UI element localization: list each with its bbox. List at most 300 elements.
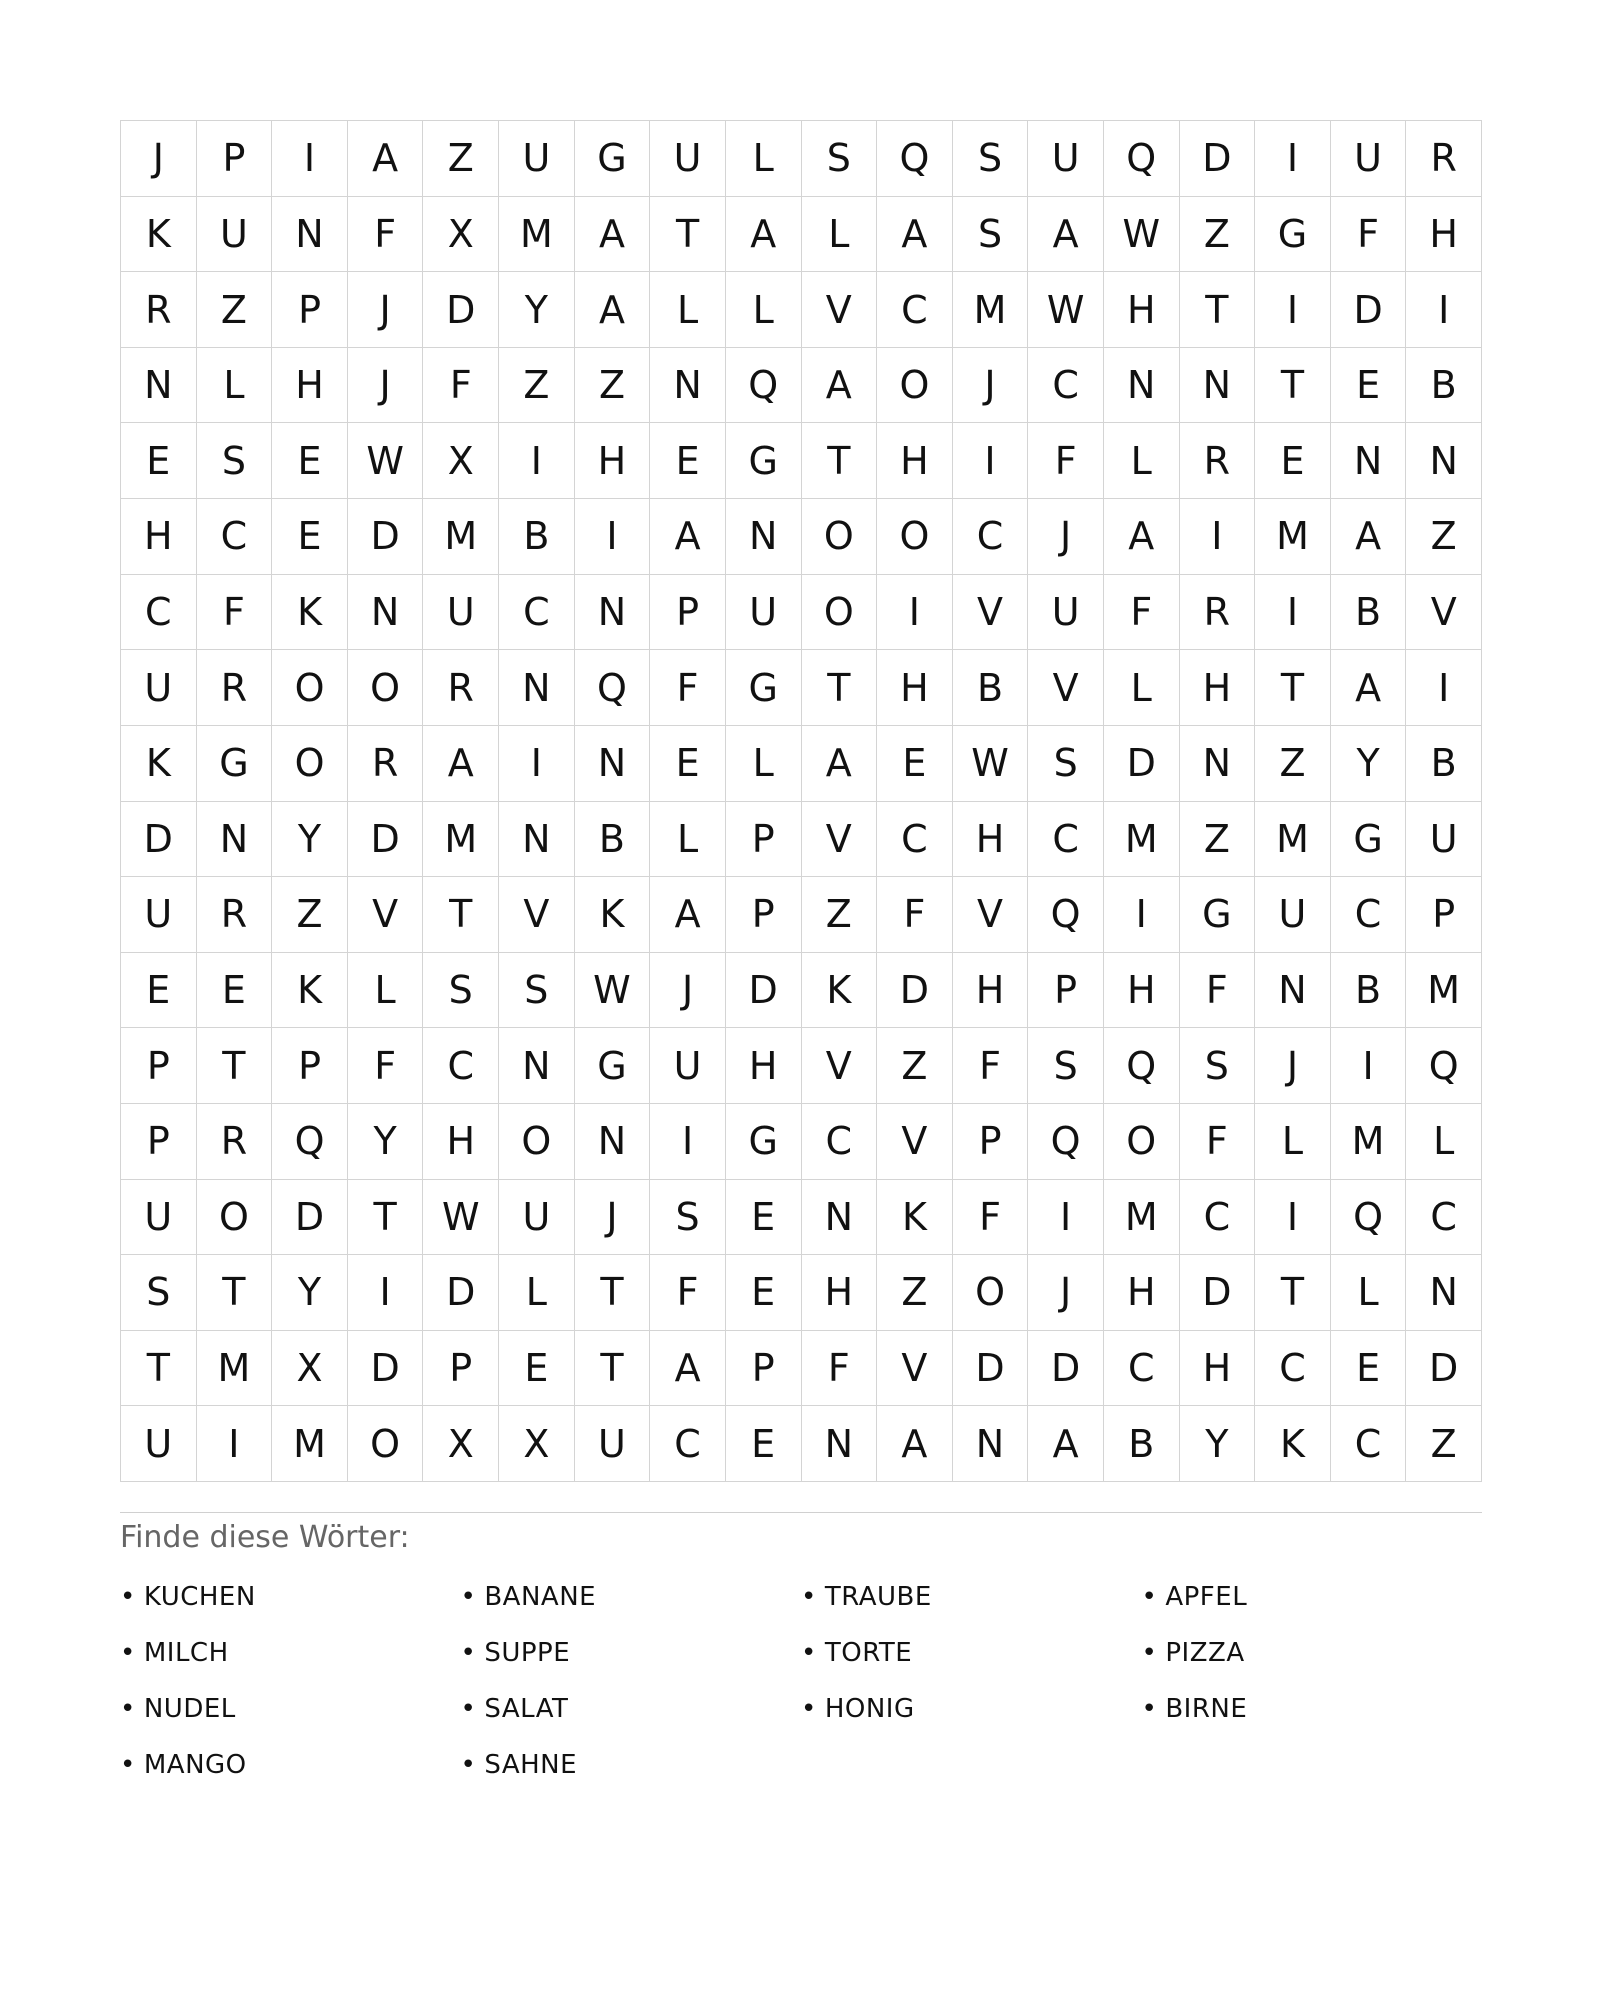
- grid-cell[interactable]: M: [1255, 802, 1331, 878]
- grid-cell[interactable]: U: [575, 1406, 651, 1482]
- grid-cell[interactable]: M: [423, 802, 499, 878]
- grid-cell[interactable]: S: [802, 121, 878, 197]
- grid-cell[interactable]: O: [877, 348, 953, 424]
- grid-cell[interactable]: I: [1406, 650, 1482, 726]
- grid-cell[interactable]: M: [499, 197, 575, 273]
- grid-cell[interactable]: A: [1331, 650, 1407, 726]
- grid-cell[interactable]: U: [121, 650, 197, 726]
- grid-cell[interactable]: Q: [1028, 877, 1104, 953]
- grid-cell[interactable]: R: [1406, 121, 1482, 197]
- grid-cell[interactable]: F: [1104, 575, 1180, 651]
- grid-cell[interactable]: N: [1180, 726, 1256, 802]
- grid-cell[interactable]: R: [121, 272, 197, 348]
- grid-cell[interactable]: I: [1028, 1180, 1104, 1256]
- grid-cell[interactable]: N: [650, 348, 726, 424]
- grid-cell[interactable]: L: [348, 953, 424, 1029]
- grid-cell[interactable]: A: [1331, 499, 1407, 575]
- grid-cell[interactable]: N: [499, 1028, 575, 1104]
- grid-cell[interactable]: I: [1331, 1028, 1407, 1104]
- grid-cell[interactable]: S: [197, 423, 273, 499]
- grid-cell[interactable]: L: [1104, 423, 1180, 499]
- grid-cell[interactable]: V: [1028, 650, 1104, 726]
- grid-cell[interactable]: M: [1331, 1104, 1407, 1180]
- grid-cell[interactable]: F: [650, 650, 726, 726]
- grid-cell[interactable]: Z: [423, 121, 499, 197]
- grid-cell[interactable]: V: [953, 877, 1029, 953]
- grid-cell[interactable]: F: [197, 575, 273, 651]
- grid-cell[interactable]: V: [802, 802, 878, 878]
- grid-cell[interactable]: I: [650, 1104, 726, 1180]
- grid-cell[interactable]: E: [197, 953, 273, 1029]
- grid-cell[interactable]: Q: [1406, 1028, 1482, 1104]
- grid-cell[interactable]: D: [348, 1331, 424, 1407]
- grid-cell[interactable]: N: [575, 575, 651, 651]
- grid-cell[interactable]: Q: [272, 1104, 348, 1180]
- grid-cell[interactable]: G: [1331, 802, 1407, 878]
- grid-cell[interactable]: C: [1028, 802, 1104, 878]
- grid-cell[interactable]: A: [650, 499, 726, 575]
- grid-cell[interactable]: Z: [877, 1255, 953, 1331]
- grid-cell[interactable]: L: [1255, 1104, 1331, 1180]
- grid-cell[interactable]: U: [650, 1028, 726, 1104]
- grid-cell[interactable]: V: [499, 877, 575, 953]
- grid-cell[interactable]: L: [726, 121, 802, 197]
- grid-cell[interactable]: V: [1406, 575, 1482, 651]
- grid-cell[interactable]: B: [499, 499, 575, 575]
- grid-cell[interactable]: C: [802, 1104, 878, 1180]
- grid-cell[interactable]: F: [953, 1028, 1029, 1104]
- grid-cell[interactable]: L: [1104, 650, 1180, 726]
- grid-cell[interactable]: O: [1104, 1104, 1180, 1180]
- grid-cell[interactable]: F: [423, 348, 499, 424]
- grid-cell[interactable]: C: [877, 272, 953, 348]
- grid-cell[interactable]: L: [1406, 1104, 1482, 1180]
- grid-cell[interactable]: H: [1104, 272, 1180, 348]
- grid-cell[interactable]: D: [272, 1180, 348, 1256]
- grid-cell[interactable]: K: [121, 726, 197, 802]
- grid-cell[interactable]: T: [1255, 348, 1331, 424]
- grid-cell[interactable]: T: [197, 1255, 273, 1331]
- grid-cell[interactable]: I: [197, 1406, 273, 1482]
- grid-cell[interactable]: N: [348, 575, 424, 651]
- grid-cell[interactable]: N: [197, 802, 273, 878]
- grid-cell[interactable]: U: [121, 1406, 197, 1482]
- grid-cell[interactable]: Q: [1104, 1028, 1180, 1104]
- grid-cell[interactable]: Y: [499, 272, 575, 348]
- grid-cell[interactable]: W: [1028, 272, 1104, 348]
- grid-cell[interactable]: J: [575, 1180, 651, 1256]
- grid-cell[interactable]: L: [726, 726, 802, 802]
- grid-cell[interactable]: Y: [348, 1104, 424, 1180]
- grid-cell[interactable]: C: [877, 802, 953, 878]
- grid-cell[interactable]: D: [1180, 1255, 1256, 1331]
- grid-cell[interactable]: F: [348, 1028, 424, 1104]
- grid-cell[interactable]: D: [1180, 121, 1256, 197]
- grid-cell[interactable]: L: [802, 197, 878, 273]
- grid-cell[interactable]: K: [802, 953, 878, 1029]
- grid-cell[interactable]: O: [802, 575, 878, 651]
- grid-cell[interactable]: M: [953, 272, 1029, 348]
- grid-cell[interactable]: D: [877, 953, 953, 1029]
- grid-cell[interactable]: A: [1028, 1406, 1104, 1482]
- grid-cell[interactable]: H: [953, 953, 1029, 1029]
- grid-cell[interactable]: H: [121, 499, 197, 575]
- grid-cell[interactable]: Q: [877, 121, 953, 197]
- grid-cell[interactable]: F: [802, 1331, 878, 1407]
- grid-cell[interactable]: C: [1406, 1180, 1482, 1256]
- grid-cell[interactable]: I: [1255, 575, 1331, 651]
- grid-cell[interactable]: M: [1104, 802, 1180, 878]
- grid-cell[interactable]: Z: [1255, 726, 1331, 802]
- grid-cell[interactable]: A: [650, 1331, 726, 1407]
- grid-cell[interactable]: W: [953, 726, 1029, 802]
- grid-cell[interactable]: O: [272, 650, 348, 726]
- grid-cell[interactable]: G: [1180, 877, 1256, 953]
- grid-cell[interactable]: L: [197, 348, 273, 424]
- grid-cell[interactable]: P: [272, 272, 348, 348]
- grid-cell[interactable]: C: [1104, 1331, 1180, 1407]
- grid-cell[interactable]: H: [423, 1104, 499, 1180]
- grid-cell[interactable]: N: [499, 650, 575, 726]
- grid-cell[interactable]: N: [1104, 348, 1180, 424]
- grid-cell[interactable]: D: [953, 1331, 1029, 1407]
- grid-cell[interactable]: B: [1406, 726, 1482, 802]
- grid-cell[interactable]: U: [499, 1180, 575, 1256]
- grid-cell[interactable]: B: [1104, 1406, 1180, 1482]
- grid-cell[interactable]: H: [877, 423, 953, 499]
- grid-cell[interactable]: A: [423, 726, 499, 802]
- grid-cell[interactable]: W: [575, 953, 651, 1029]
- grid-cell[interactable]: H: [1180, 650, 1256, 726]
- grid-cell[interactable]: L: [499, 1255, 575, 1331]
- grid-cell[interactable]: A: [575, 197, 651, 273]
- grid-cell[interactable]: L: [726, 272, 802, 348]
- grid-cell[interactable]: T: [1255, 650, 1331, 726]
- grid-cell[interactable]: I: [1255, 272, 1331, 348]
- grid-cell[interactable]: P: [650, 575, 726, 651]
- grid-cell[interactable]: K: [575, 877, 651, 953]
- grid-cell[interactable]: U: [197, 197, 273, 273]
- grid-cell[interactable]: Q: [726, 348, 802, 424]
- grid-cell[interactable]: V: [802, 272, 878, 348]
- grid-cell[interactable]: P: [197, 121, 273, 197]
- grid-cell[interactable]: R: [197, 650, 273, 726]
- grid-cell[interactable]: E: [272, 423, 348, 499]
- grid-cell[interactable]: D: [726, 953, 802, 1029]
- grid-cell[interactable]: L: [650, 272, 726, 348]
- grid-cell[interactable]: D: [1104, 726, 1180, 802]
- grid-cell[interactable]: Z: [499, 348, 575, 424]
- grid-cell[interactable]: E: [726, 1180, 802, 1256]
- grid-cell[interactable]: F: [348, 197, 424, 273]
- grid-cell[interactable]: I: [1104, 877, 1180, 953]
- grid-cell[interactable]: U: [726, 575, 802, 651]
- grid-cell[interactable]: B: [1331, 575, 1407, 651]
- grid-cell[interactable]: U: [650, 121, 726, 197]
- grid-cell[interactable]: V: [802, 1028, 878, 1104]
- grid-cell[interactable]: T: [197, 1028, 273, 1104]
- grid-cell[interactable]: T: [575, 1255, 651, 1331]
- grid-cell[interactable]: N: [272, 197, 348, 273]
- grid-cell[interactable]: K: [1255, 1406, 1331, 1482]
- grid-cell[interactable]: C: [1331, 1406, 1407, 1482]
- grid-cell[interactable]: T: [348, 1180, 424, 1256]
- grid-cell[interactable]: W: [423, 1180, 499, 1256]
- grid-cell[interactable]: A: [877, 1406, 953, 1482]
- grid-cell[interactable]: X: [423, 423, 499, 499]
- grid-cell[interactable]: D: [1028, 1331, 1104, 1407]
- grid-cell[interactable]: F: [1180, 1104, 1256, 1180]
- grid-cell[interactable]: U: [1028, 121, 1104, 197]
- grid-cell[interactable]: Z: [1406, 499, 1482, 575]
- grid-cell[interactable]: P: [726, 877, 802, 953]
- grid-cell[interactable]: G: [575, 121, 651, 197]
- grid-cell[interactable]: U: [1255, 877, 1331, 953]
- grid-cell[interactable]: U: [1028, 575, 1104, 651]
- grid-cell[interactable]: F: [953, 1180, 1029, 1256]
- grid-cell[interactable]: X: [423, 1406, 499, 1482]
- grid-cell[interactable]: G: [575, 1028, 651, 1104]
- grid-cell[interactable]: E: [499, 1331, 575, 1407]
- grid-cell[interactable]: M: [1255, 499, 1331, 575]
- grid-cell[interactable]: N: [1255, 953, 1331, 1029]
- grid-cell[interactable]: I: [953, 423, 1029, 499]
- grid-cell[interactable]: Y: [272, 1255, 348, 1331]
- grid-cell[interactable]: U: [499, 121, 575, 197]
- grid-cell[interactable]: A: [1028, 197, 1104, 273]
- grid-cell[interactable]: J: [121, 121, 197, 197]
- grid-cell[interactable]: R: [1180, 423, 1256, 499]
- grid-cell[interactable]: Z: [1180, 197, 1256, 273]
- grid-cell[interactable]: O: [953, 1255, 1029, 1331]
- grid-cell[interactable]: S: [953, 197, 1029, 273]
- grid-cell[interactable]: G: [726, 423, 802, 499]
- grid-cell[interactable]: C: [121, 575, 197, 651]
- grid-cell[interactable]: S: [650, 1180, 726, 1256]
- grid-cell[interactable]: G: [726, 650, 802, 726]
- grid-cell[interactable]: J: [953, 348, 1029, 424]
- grid-cell[interactable]: V: [877, 1331, 953, 1407]
- grid-cell[interactable]: K: [877, 1180, 953, 1256]
- grid-cell[interactable]: N: [575, 1104, 651, 1180]
- grid-cell[interactable]: I: [1406, 272, 1482, 348]
- grid-cell[interactable]: P: [953, 1104, 1029, 1180]
- grid-cell[interactable]: N: [1331, 423, 1407, 499]
- grid-cell[interactable]: H: [802, 1255, 878, 1331]
- grid-cell[interactable]: H: [877, 650, 953, 726]
- grid-cell[interactable]: O: [499, 1104, 575, 1180]
- grid-cell[interactable]: N: [121, 348, 197, 424]
- grid-cell[interactable]: W: [1104, 197, 1180, 273]
- grid-cell[interactable]: Z: [1180, 802, 1256, 878]
- grid-cell[interactable]: K: [121, 197, 197, 273]
- grid-cell[interactable]: M: [1104, 1180, 1180, 1256]
- grid-cell[interactable]: J: [348, 348, 424, 424]
- grid-cell[interactable]: M: [1406, 953, 1482, 1029]
- grid-cell[interactable]: T: [650, 197, 726, 273]
- grid-cell[interactable]: F: [1028, 423, 1104, 499]
- grid-cell[interactable]: R: [348, 726, 424, 802]
- grid-cell[interactable]: O: [348, 1406, 424, 1482]
- grid-cell[interactable]: V: [877, 1104, 953, 1180]
- grid-cell[interactable]: E: [1255, 423, 1331, 499]
- grid-cell[interactable]: D: [423, 272, 499, 348]
- grid-cell[interactable]: F: [1180, 953, 1256, 1029]
- grid-cell[interactable]: I: [499, 423, 575, 499]
- grid-cell[interactable]: E: [726, 1255, 802, 1331]
- grid-cell[interactable]: N: [802, 1180, 878, 1256]
- grid-cell[interactable]: P: [121, 1028, 197, 1104]
- grid-cell[interactable]: D: [423, 1255, 499, 1331]
- grid-cell[interactable]: N: [726, 499, 802, 575]
- grid-cell[interactable]: E: [1331, 1331, 1407, 1407]
- grid-cell[interactable]: Z: [877, 1028, 953, 1104]
- grid-cell[interactable]: O: [348, 650, 424, 726]
- grid-cell[interactable]: E: [726, 1406, 802, 1482]
- grid-cell[interactable]: A: [650, 877, 726, 953]
- grid-cell[interactable]: U: [1331, 121, 1407, 197]
- grid-cell[interactable]: X: [423, 197, 499, 273]
- grid-cell[interactable]: A: [575, 272, 651, 348]
- grid-cell[interactable]: H: [953, 802, 1029, 878]
- grid-cell[interactable]: S: [1028, 1028, 1104, 1104]
- grid-cell[interactable]: K: [272, 953, 348, 1029]
- grid-cell[interactable]: I: [1180, 499, 1256, 575]
- grid-cell[interactable]: C: [1028, 348, 1104, 424]
- grid-cell[interactable]: T: [802, 650, 878, 726]
- grid-cell[interactable]: R: [197, 877, 273, 953]
- grid-cell[interactable]: A: [1104, 499, 1180, 575]
- grid-cell[interactable]: J: [1028, 499, 1104, 575]
- grid-cell[interactable]: S: [121, 1255, 197, 1331]
- grid-cell[interactable]: S: [1180, 1028, 1256, 1104]
- grid-cell[interactable]: I: [575, 499, 651, 575]
- grid-cell[interactable]: B: [953, 650, 1029, 726]
- grid-cell[interactable]: P: [423, 1331, 499, 1407]
- grid-cell[interactable]: G: [197, 726, 273, 802]
- grid-cell[interactable]: F: [1331, 197, 1407, 273]
- grid-cell[interactable]: Q: [575, 650, 651, 726]
- grid-cell[interactable]: D: [348, 499, 424, 575]
- grid-cell[interactable]: O: [877, 499, 953, 575]
- grid-cell[interactable]: N: [802, 1406, 878, 1482]
- grid-cell[interactable]: I: [348, 1255, 424, 1331]
- grid-cell[interactable]: S: [499, 953, 575, 1029]
- grid-cell[interactable]: G: [1255, 197, 1331, 273]
- grid-cell[interactable]: A: [348, 121, 424, 197]
- grid-cell[interactable]: E: [272, 499, 348, 575]
- grid-cell[interactable]: C: [1255, 1331, 1331, 1407]
- grid-cell[interactable]: A: [877, 197, 953, 273]
- grid-cell[interactable]: P: [726, 802, 802, 878]
- grid-cell[interactable]: N: [1406, 1255, 1482, 1331]
- grid-cell[interactable]: Z: [272, 877, 348, 953]
- grid-cell[interactable]: H: [1180, 1331, 1256, 1407]
- grid-cell[interactable]: H: [1406, 197, 1482, 273]
- grid-cell[interactable]: N: [953, 1406, 1029, 1482]
- grid-cell[interactable]: T: [121, 1331, 197, 1407]
- grid-cell[interactable]: S: [423, 953, 499, 1029]
- grid-cell[interactable]: P: [1028, 953, 1104, 1029]
- grid-cell[interactable]: T: [1180, 272, 1256, 348]
- grid-cell[interactable]: C: [650, 1406, 726, 1482]
- grid-cell[interactable]: I: [1255, 1180, 1331, 1256]
- grid-cell[interactable]: R: [197, 1104, 273, 1180]
- grid-cell[interactable]: F: [650, 1255, 726, 1331]
- grid-cell[interactable]: B: [1331, 953, 1407, 1029]
- grid-cell[interactable]: Q: [1104, 121, 1180, 197]
- grid-cell[interactable]: T: [575, 1331, 651, 1407]
- grid-cell[interactable]: I: [272, 121, 348, 197]
- grid-cell[interactable]: H: [726, 1028, 802, 1104]
- grid-cell[interactable]: N: [575, 726, 651, 802]
- grid-cell[interactable]: X: [272, 1331, 348, 1407]
- grid-cell[interactable]: T: [802, 423, 878, 499]
- grid-cell[interactable]: P: [121, 1104, 197, 1180]
- grid-cell[interactable]: M: [272, 1406, 348, 1482]
- grid-cell[interactable]: N: [1180, 348, 1256, 424]
- grid-cell[interactable]: C: [953, 499, 1029, 575]
- grid-cell[interactable]: Z: [575, 348, 651, 424]
- grid-cell[interactable]: S: [953, 121, 1029, 197]
- grid-cell[interactable]: H: [272, 348, 348, 424]
- grid-cell[interactable]: E: [121, 423, 197, 499]
- grid-cell[interactable]: U: [121, 1180, 197, 1256]
- grid-cell[interactable]: I: [499, 726, 575, 802]
- grid-cell[interactable]: J: [348, 272, 424, 348]
- grid-cell[interactable]: Q: [1028, 1104, 1104, 1180]
- grid-cell[interactable]: T: [1255, 1255, 1331, 1331]
- grid-cell[interactable]: P: [726, 1331, 802, 1407]
- grid-cell[interactable]: Y: [1180, 1406, 1256, 1482]
- grid-cell[interactable]: A: [726, 197, 802, 273]
- grid-cell[interactable]: C: [197, 499, 273, 575]
- grid-cell[interactable]: N: [499, 802, 575, 878]
- grid-cell[interactable]: V: [348, 877, 424, 953]
- grid-cell[interactable]: O: [802, 499, 878, 575]
- grid-cell[interactable]: D: [121, 802, 197, 878]
- grid-cell[interactable]: S: [1028, 726, 1104, 802]
- grid-cell[interactable]: A: [802, 726, 878, 802]
- grid-cell[interactable]: B: [575, 802, 651, 878]
- grid-cell[interactable]: U: [1406, 802, 1482, 878]
- grid-cell[interactable]: T: [423, 877, 499, 953]
- grid-cell[interactable]: D: [348, 802, 424, 878]
- grid-cell[interactable]: J: [650, 953, 726, 1029]
- grid-cell[interactable]: I: [877, 575, 953, 651]
- grid-cell[interactable]: O: [197, 1180, 273, 1256]
- grid-cell[interactable]: C: [1180, 1180, 1256, 1256]
- grid-cell[interactable]: M: [423, 499, 499, 575]
- grid-cell[interactable]: P: [1406, 877, 1482, 953]
- grid-cell[interactable]: Z: [802, 877, 878, 953]
- grid-cell[interactable]: I: [1255, 121, 1331, 197]
- grid-cell[interactable]: Q: [1331, 1180, 1407, 1256]
- grid-cell[interactable]: C: [1331, 877, 1407, 953]
- grid-cell[interactable]: K: [272, 575, 348, 651]
- grid-cell[interactable]: R: [1180, 575, 1256, 651]
- grid-cell[interactable]: B: [1406, 348, 1482, 424]
- grid-cell[interactable]: U: [423, 575, 499, 651]
- grid-cell[interactable]: O: [272, 726, 348, 802]
- grid-cell[interactable]: H: [575, 423, 651, 499]
- grid-cell[interactable]: C: [423, 1028, 499, 1104]
- grid-cell[interactable]: X: [499, 1406, 575, 1482]
- grid-cell[interactable]: E: [650, 423, 726, 499]
- grid-cell[interactable]: H: [1104, 953, 1180, 1029]
- grid-cell[interactable]: E: [1331, 348, 1407, 424]
- grid-cell[interactable]: P: [272, 1028, 348, 1104]
